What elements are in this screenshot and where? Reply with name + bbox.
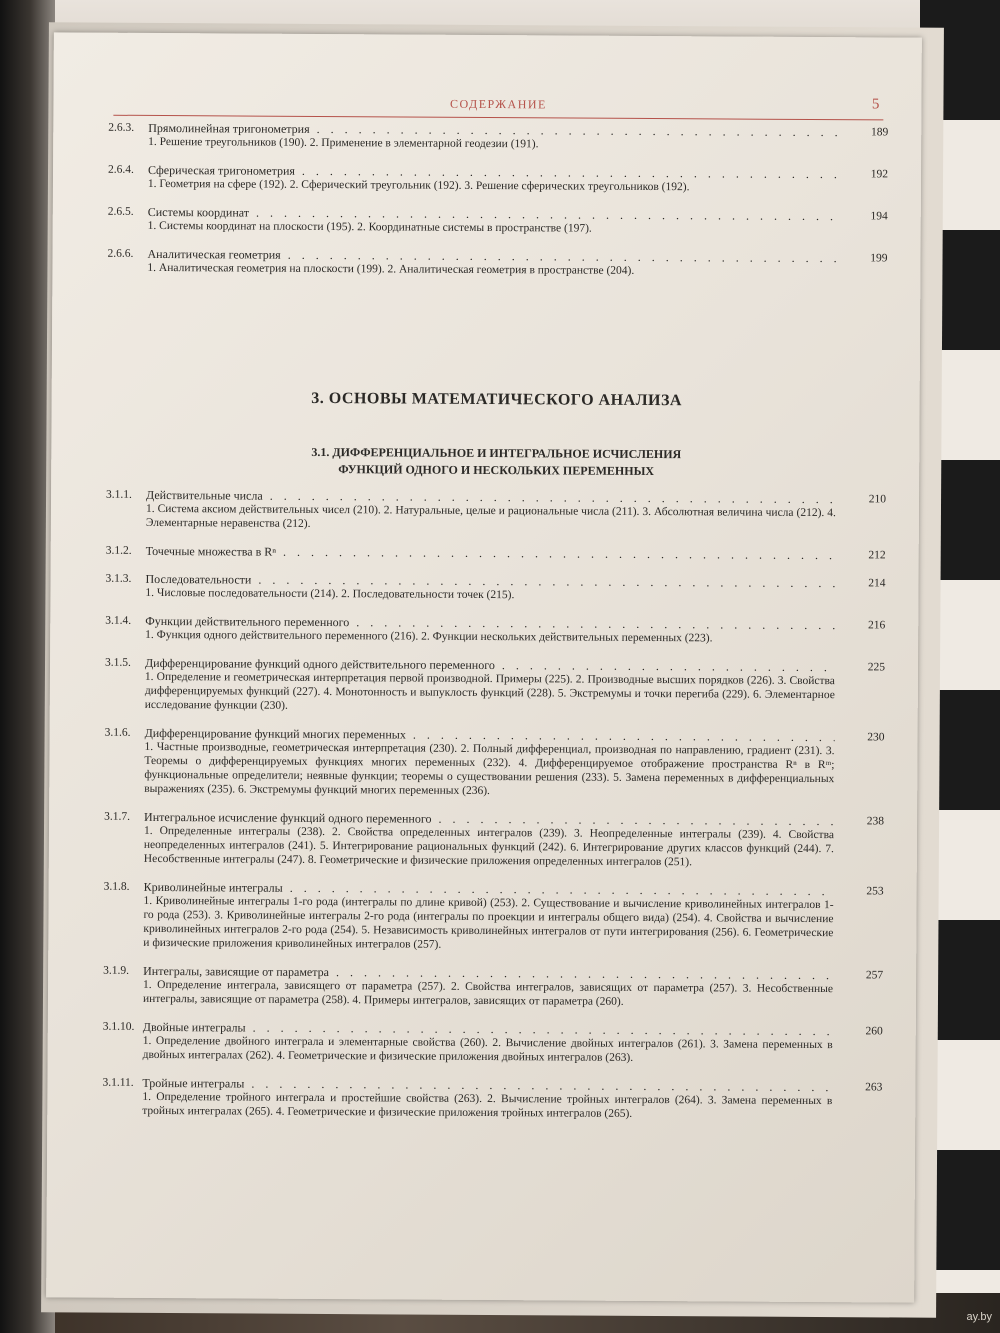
section-title-line2: ФУНКЦИЙ ОДНОГО И НЕСКОЛЬКИХ ПЕРЕМЕННЫХ [338,462,655,479]
toc-entry-body [148,163,838,195]
toc-entry [107,247,887,280]
toc-entry-title: Функции действительного переменного . . . [145,614,835,632]
toc-entry-description: 1. Геометрия на сфере (192). 2. Сферический треугольник (192). 3. Решение сферических треугольников (192). [147,177,690,194]
toc-entry-title: Дифференцирование функций одного действительного переменного . . . [145,656,835,674]
toc-entry-body [143,964,833,1010]
toc-entry-description: 1. Криволинейные интегралы 1-го рода (интегралы по длине кривой) (253). 2. Существование и вычисление криволинейных интегралов 1-го рода (253). 3. Криволинейные интегралы 2-го рода (интегралы по проекции и интегралы общего вида) (254). 4. Свойства и вычисление криволинейных интегралов 2-го рода (254). 5. Независимость криволинейных интегралов от пути интегрирования (256). 6. Геометрические и физические приложения криволинейных интегралов (257). [143,894,834,951]
toc-entry-body [148,205,838,237]
toc-entry-number: 2.6.4. [107,163,134,176]
toc-entry-number: 3.1.7. [104,810,130,823]
toc-entry-description: 1. Системы координат на плоскости (195). 2. Координатные системы в пространстве (197). [147,219,592,235]
toc-entry-number: 3.1.3. [105,572,132,585]
toc-entry-title: Интегральное исчисление функций одного переменного . . . [144,810,834,828]
toc-entry-number: 3.1.9. [103,964,130,977]
toc-entry [106,488,886,535]
toc-entry-description: 1. Решение треугольников (190). 2. Применение в элементарной геодезии (191). [148,135,539,151]
toc-entry-page: 225 [867,661,886,674]
toc-entry-body [147,247,837,279]
toc-entry [103,880,883,955]
toc-entry [103,964,883,1011]
toc-entry [108,121,888,154]
toc-entry-page: 238 [866,815,885,828]
toc-entry-page: 216 [867,619,886,632]
toc-after-list [102,488,886,1137]
toc-entry-page: 260 [865,1025,883,1038]
book-page [46,32,922,1302]
toc-entry [105,656,885,717]
toc-entry-title: Криволинейные интегралы . . . [144,880,834,898]
toc-entry-number: 3.1.1. [106,488,132,501]
toc-entry [106,544,886,563]
toc-entry-title: Системы координат . . . [148,205,838,223]
toc-entry-number: 3.1.6. [104,726,131,739]
toc-entry-page: 263 [865,1081,883,1094]
toc-entry-body [144,810,834,870]
toc-entry-number: 2.6.5. [107,205,134,218]
toc-entry-number: 2.6.6. [107,247,134,260]
toc-entry-number: 3.1.8. [103,880,130,893]
toc-entry-body [146,488,836,534]
toc-entry-description: 1. Определение интеграла, зависящего от параметра (257). 2. Свойства интегралов, зависящих от параметра (257). 3. Несобственные интегралы, зависящие от параметра (258). 4. Примеры интегралов, зависящих от параметра (260). [142,978,834,1008]
toc-entry-description: 1. Аналитическая геометрия на плоскости (199). 2. Аналитическая геометрия в пространстве (204). [147,261,635,277]
toc-entry [108,205,888,238]
toc-before-list [107,121,888,294]
toc-entry-description: 1. Определение тройного интеграла и простейшие свойства (263). 2. Вычисление тройных интегралов (264). 3. Замена переменных в тройных интегралах (265). 4. Геометрические и физические приложения тройных интегралов (265). [142,1090,833,1120]
toc-entry-number: 3.1.4. [105,614,132,627]
toc-entry [102,1076,882,1123]
toc-entry [103,1020,883,1067]
toc-entry-title: Сферическая тригонометрия . . . [148,163,838,181]
section-title-line1: 3.1. ДИФФЕРЕНЦИАЛЬНОЕ И ИНТЕГРАЛЬНОЕ ИСЧИСЛЕНИЯ [311,444,682,462]
toc-entry-description: 1. Числовые последовательности (214). 2. Последовательности точек (215). [145,586,515,602]
toc-entry-description: 1. Функция одного действительного переменного (216). 2. Функции нескольких действительных переменных (223). [145,628,713,645]
toc-entry-page: 192 [870,168,889,181]
toc-entry [104,810,884,871]
toc-entry-page: 230 [867,731,885,744]
section-title [106,443,886,482]
toc-entry-description: 1. Определение и геометрическая интерпретация первой производной. Примеры (225). 2. Производные высших порядков (226). 3. Свойства дифференцируемых функций (227). 4. Монотонность и выпуклость функций (228). 5. Экстремумы и точки перегиба (229). 6. Элементарное исследование функции (230). [144,670,835,712]
toc-entry-body [145,572,835,604]
header-title: СОДЕРЖАНИЕ [449,96,547,112]
toc-entry-body [145,656,835,716]
page-number: 5 [871,96,880,113]
toc-entry-title: Интегралы, зависящие от параметра . . . [143,964,833,982]
toc-entry-description: 1. Определенные интегралы (238). 2. Свойства определенных интегралов (239). 3. Неопределенные интегралы (239). 4. Свойства неопределенных интегралов (241). 5. Интегрирование рациональных функций (242). 6. Интегрирование других классов функций (244). 7. Несобственные интегралы (247). 8. Геометрические и физические приложения определенных интегралов (251). [143,824,835,869]
watermark: ay.by [966,1311,992,1323]
toc-entry-body [142,1076,832,1122]
toc-entry-number: 2.6.3. [108,121,135,134]
toc-entry [108,163,888,196]
toc-entry-number: 3.1.11. [102,1076,134,1089]
toc-entry-title: Двойные интегралы . . . [143,1020,833,1038]
toc-entry-title: Действительные числа . . . [146,488,836,506]
toc-entry-number: 3.1.10. [102,1020,135,1033]
toc-entry [105,572,885,605]
toc-entry-body [146,544,836,562]
toc-entry-title: Аналитическая геометрия . . . [147,247,837,265]
toc-entry-body [144,726,834,800]
toc-entry-number: 3.1.2. [105,544,132,557]
toc-entry-title: Последовательности . . . [145,572,835,590]
toc-entry-title: Точечные множества в Rⁿ . . . [146,544,836,562]
toc-entry-body [143,880,833,954]
toc-entry-description: 1. Система аксиом действительных чисел (210). 2. Натуральные, целые и рациональные числа (211). 3. Абсолютная величина числа (212). 4. Элементарные неравенства (212). [145,502,836,530]
toc-entry-page: 253 [866,885,884,898]
toc-entry-title: Тройные интегралы . . . [142,1076,832,1094]
toc-entry-description: 1. Частные производные, геометрическая интерпретация (230). 2. Полный дифференциал, производная по направлению, градиент (231). 3. Теоремы о дифференцируемых функциях многих переменных (232). 4. Дифференцируемое отображение пространства Rⁿ в Rᵐ; функциональные определители; неявные функции; теоремы о существовании решения (233). 5. Замена переменных в дифференциальных выражениях (235). 6. Экстремумы функций многих переменных (236). [144,740,835,798]
chapter-title: 3. ОСНОВЫ МАТЕМАТИЧЕСКОГО АНАЛИЗА [311,389,683,410]
toc-entry-page: 189 [870,126,889,139]
toc-entry-body [148,121,838,153]
running-header [113,93,883,121]
toc-entry-page: 210 [868,493,887,506]
toc-entry-page: 257 [865,969,884,982]
toc-entry-body [145,614,835,646]
toc-entry-title: Прямолинейная тригонометрия . . . [148,121,838,139]
toc-entry-page: 199 [870,252,888,265]
toc-entry-number: 3.1.5. [104,656,131,669]
toc-entry-page: 194 [870,210,888,223]
toc-entry [104,726,884,801]
toc-entry-page: 214 [868,577,886,590]
toc-entry-body [143,1020,833,1066]
toc-entry [105,614,885,647]
toc-entry-page: 212 [868,549,886,562]
toc-entry-title: Дифференцирование функций многих переменных . . . [145,726,835,744]
toc-entry-description: 1. Определение двойного интеграла и элементарные свойства (260). 2. Вычисление двойных интегралов (261). 3. Замена переменных в двойных интегралах (262). 4. Геометрические и физические приложения двойных интегралов (263). [142,1034,833,1064]
